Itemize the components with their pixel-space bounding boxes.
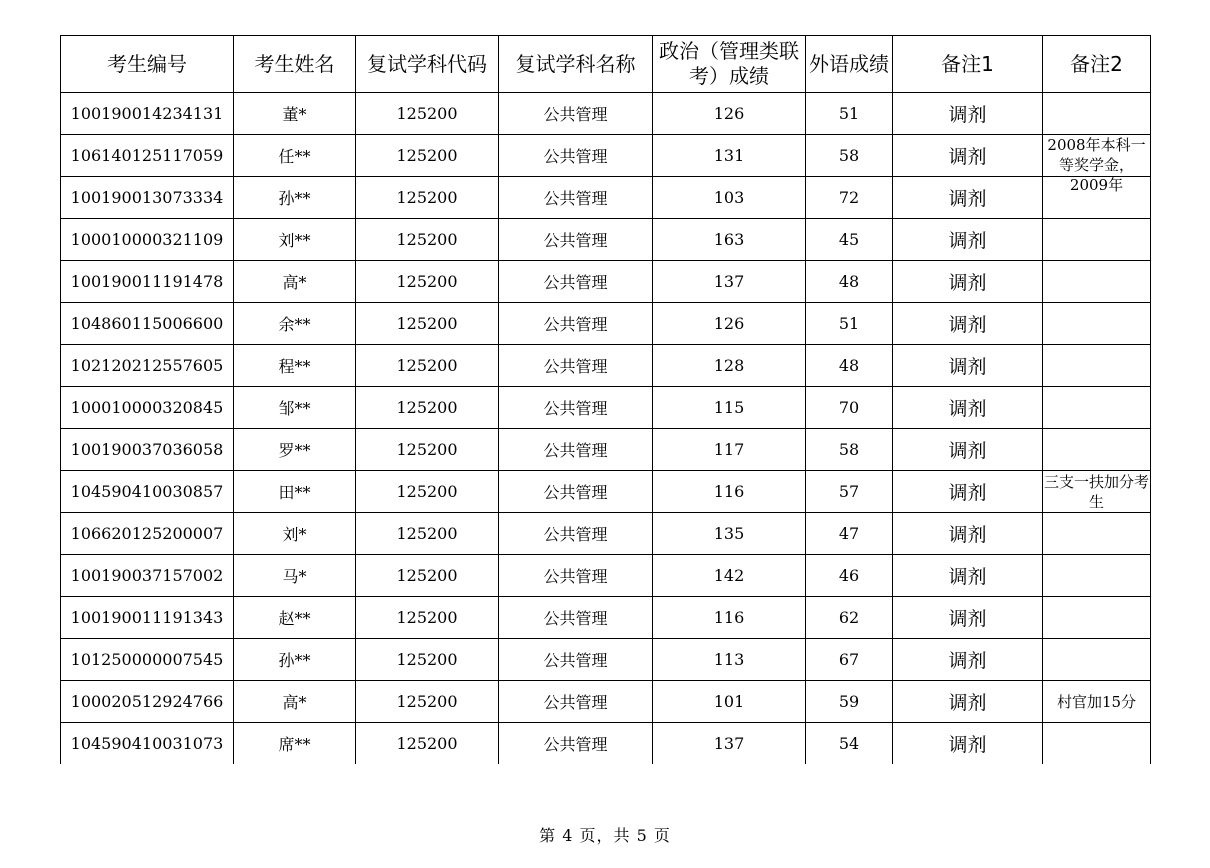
cell-language-score: 48 bbox=[806, 261, 893, 303]
cell-note1: 调剂 bbox=[893, 303, 1043, 345]
table-row bbox=[61, 177, 1151, 219]
cell-candidate-name: 刘* bbox=[234, 513, 356, 555]
cell-candidate-id: 100010000320845 bbox=[61, 387, 234, 429]
cell-subject-name: 公共管理 bbox=[499, 261, 653, 303]
cell-candidate-id: 106620125200007 bbox=[61, 513, 234, 555]
candidate-table bbox=[60, 35, 1151, 764]
cell-politics-score: 142 bbox=[653, 555, 806, 597]
cell-subject-name: 公共管理 bbox=[499, 429, 653, 471]
table-row bbox=[61, 345, 1151, 387]
cell-subject-name: 公共管理 bbox=[499, 345, 653, 387]
cell-subject-name: 公共管理 bbox=[499, 177, 653, 219]
table-row bbox=[61, 303, 1151, 345]
cell-note1: 调剂 bbox=[893, 261, 1043, 303]
cell-note2 bbox=[1043, 639, 1151, 681]
cell-candidate-name: 程** bbox=[234, 345, 356, 387]
footer-page-number: 4 bbox=[562, 826, 574, 845]
cell-subject-name: 公共管理 bbox=[499, 93, 653, 135]
cell-candidate-id: 100190037036058 bbox=[61, 429, 234, 471]
cell-subject-code: 125200 bbox=[356, 597, 499, 639]
table-row bbox=[61, 597, 1151, 639]
cell-subject-code: 125200 bbox=[356, 555, 499, 597]
cell-candidate-name: 罗** bbox=[234, 429, 356, 471]
cell-politics-score: 126 bbox=[653, 303, 806, 345]
cell-language-score: 51 bbox=[806, 303, 893, 345]
cell-language-score: 70 bbox=[806, 387, 893, 429]
cell-candidate-id: 102120212557605 bbox=[61, 345, 234, 387]
cell-subject-code: 125200 bbox=[356, 303, 499, 345]
table-row bbox=[61, 471, 1151, 513]
header-subject-name: 复试学科名称 bbox=[499, 36, 653, 93]
note2-text: 三支一扶加分考生 bbox=[1043, 472, 1149, 511]
table-row bbox=[61, 555, 1151, 597]
cell-candidate-id: 104860115006600 bbox=[61, 303, 234, 345]
cell-subject-code: 125200 bbox=[356, 429, 499, 471]
cell-subject-code: 125200 bbox=[356, 345, 499, 387]
cell-subject-name: 公共管理 bbox=[499, 681, 653, 723]
cell-politics-score: 101 bbox=[653, 681, 806, 723]
cell-note1: 调剂 bbox=[893, 429, 1043, 471]
cell-subject-code: 125200 bbox=[356, 219, 499, 261]
cell-politics-score: 128 bbox=[653, 345, 806, 387]
cell-note1: 调剂 bbox=[893, 723, 1043, 765]
table-row bbox=[61, 513, 1151, 555]
cell-note1: 调剂 bbox=[893, 219, 1043, 261]
footer-total-pages: 5 bbox=[636, 826, 648, 845]
cell-note2 bbox=[1043, 513, 1151, 555]
cell-language-score: 72 bbox=[806, 177, 893, 219]
page-footer bbox=[0, 823, 1210, 846]
cell-subject-code: 125200 bbox=[356, 723, 499, 765]
cell-subject-name: 公共管理 bbox=[499, 597, 653, 639]
cell-note2 bbox=[1043, 93, 1151, 135]
cell-candidate-name: 邹** bbox=[234, 387, 356, 429]
cell-language-score: 58 bbox=[806, 429, 893, 471]
cell-language-score: 67 bbox=[806, 639, 893, 681]
cell-candidate-id: 100010000321109 bbox=[61, 219, 234, 261]
cell-subject-code: 125200 bbox=[356, 177, 499, 219]
cell-note2 bbox=[1043, 261, 1151, 303]
table-row bbox=[61, 219, 1151, 261]
cell-language-score: 54 bbox=[806, 723, 893, 765]
cell-language-score: 57 bbox=[806, 471, 893, 513]
cell-note2 bbox=[1043, 345, 1151, 387]
cell-subject-code: 125200 bbox=[356, 387, 499, 429]
cell-candidate-id: 100190011191343 bbox=[61, 597, 234, 639]
cell-politics-score: 135 bbox=[653, 513, 806, 555]
cell-subject-name: 公共管理 bbox=[499, 219, 653, 261]
cell-politics-score: 131 bbox=[653, 135, 806, 177]
cell-candidate-id: 100190011191478 bbox=[61, 261, 234, 303]
cell-candidate-name: 任** bbox=[234, 135, 356, 177]
cell-note1: 调剂 bbox=[893, 345, 1043, 387]
cell-subject-name: 公共管理 bbox=[499, 303, 653, 345]
table-row bbox=[61, 723, 1151, 765]
cell-note2 bbox=[1043, 597, 1151, 639]
cell-note1: 调剂 bbox=[893, 513, 1043, 555]
header-note2: 备注2 bbox=[1043, 36, 1151, 93]
cell-note2 bbox=[1043, 723, 1151, 765]
cell-note1: 调剂 bbox=[893, 555, 1043, 597]
cell-note2 bbox=[1043, 303, 1151, 345]
cell-note1: 调剂 bbox=[893, 597, 1043, 639]
cell-language-score: 46 bbox=[806, 555, 893, 597]
footer-prefix: 第 bbox=[539, 826, 557, 845]
cell-candidate-name: 席** bbox=[234, 723, 356, 765]
cell-note1: 调剂 bbox=[893, 681, 1043, 723]
cell-note1: 调剂 bbox=[893, 177, 1043, 219]
cell-candidate-name: 孙** bbox=[234, 177, 356, 219]
cell-subject-code: 125200 bbox=[356, 261, 499, 303]
cell-language-score: 48 bbox=[806, 345, 893, 387]
cell-candidate-name: 马* bbox=[234, 555, 356, 597]
cell-candidate-name: 高* bbox=[234, 681, 356, 723]
cell-language-score: 51 bbox=[806, 93, 893, 135]
cell-candidate-id: 100020512924766 bbox=[61, 681, 234, 723]
cell-candidate-id: 106140125117059 bbox=[61, 135, 234, 177]
cell-politics-score: 126 bbox=[653, 93, 806, 135]
cell-note1: 调剂 bbox=[893, 471, 1043, 513]
footer-middle: 页，共 bbox=[579, 826, 631, 845]
cell-language-score: 45 bbox=[806, 219, 893, 261]
header-politics-score: 政治（管理类联考）成绩 bbox=[653, 36, 806, 93]
cell-subject-code: 125200 bbox=[356, 639, 499, 681]
cell-subject-name: 公共管理 bbox=[499, 555, 653, 597]
cell-note1: 调剂 bbox=[893, 639, 1043, 681]
cell-candidate-name: 孙** bbox=[234, 639, 356, 681]
table-row bbox=[61, 429, 1151, 471]
cell-subject-code: 125200 bbox=[356, 681, 499, 723]
header-candidate-name: 考生姓名 bbox=[234, 36, 356, 93]
header-note1: 备注1 bbox=[893, 36, 1043, 93]
header-language-score: 外语成绩 bbox=[806, 36, 893, 93]
cell-note2 bbox=[1043, 555, 1151, 597]
cell-language-score: 47 bbox=[806, 513, 893, 555]
cell-politics-score: 137 bbox=[653, 723, 806, 765]
table-row bbox=[61, 93, 1151, 135]
cell-candidate-id: 100190037157002 bbox=[61, 555, 234, 597]
cell-candidate-name: 田** bbox=[234, 471, 356, 513]
cell-politics-score: 116 bbox=[653, 597, 806, 639]
cell-note1: 调剂 bbox=[893, 135, 1043, 177]
cell-politics-score: 103 bbox=[653, 177, 806, 219]
table-row bbox=[61, 261, 1151, 303]
cell-candidate-id: 104590410031073 bbox=[61, 723, 234, 765]
cell-subject-code: 125200 bbox=[356, 135, 499, 177]
header-candidate-id: 考生编号 bbox=[61, 36, 234, 93]
cell-candidate-id: 104590410030857 bbox=[61, 471, 234, 513]
cell-note1: 调剂 bbox=[893, 387, 1043, 429]
cell-language-score: 58 bbox=[806, 135, 893, 177]
cell-subject-name: 公共管理 bbox=[499, 723, 653, 765]
cell-politics-score: 117 bbox=[653, 429, 806, 471]
cell-note2 bbox=[1043, 219, 1151, 261]
cell-politics-score: 137 bbox=[653, 261, 806, 303]
footer-suffix: 页 bbox=[653, 826, 671, 845]
cell-subject-name: 公共管理 bbox=[499, 471, 653, 513]
cell-note2 bbox=[1043, 471, 1151, 513]
cell-subject-code: 125200 bbox=[356, 471, 499, 513]
table-row bbox=[61, 387, 1151, 429]
cell-subject-name: 公共管理 bbox=[499, 135, 653, 177]
table-row bbox=[61, 639, 1151, 681]
cell-language-score: 59 bbox=[806, 681, 893, 723]
cell-candidate-id: 101250000007545 bbox=[61, 639, 234, 681]
note2-text: 村官加15分 bbox=[1056, 692, 1137, 711]
cell-subject-name: 公共管理 bbox=[499, 387, 653, 429]
cell-candidate-name: 董* bbox=[234, 93, 356, 135]
cell-politics-score: 116 bbox=[653, 471, 806, 513]
cell-politics-score: 113 bbox=[653, 639, 806, 681]
cell-subject-name: 公共管理 bbox=[499, 513, 653, 555]
cell-note2 bbox=[1043, 681, 1151, 723]
table-row bbox=[61, 135, 1151, 177]
cell-candidate-name: 赵** bbox=[234, 597, 356, 639]
cell-politics-score: 163 bbox=[653, 219, 806, 261]
cell-language-score: 62 bbox=[806, 597, 893, 639]
cell-note1: 调剂 bbox=[893, 93, 1043, 135]
cell-note2 bbox=[1043, 387, 1151, 429]
cell-subject-code: 125200 bbox=[356, 93, 499, 135]
cell-note2 bbox=[1043, 429, 1151, 471]
note2-text: 2008年本科一等奖学金，2009年 bbox=[1047, 136, 1146, 194]
table-row bbox=[61, 681, 1151, 723]
cell-candidate-name: 余** bbox=[234, 303, 356, 345]
cell-candidate-id: 100190013073334 bbox=[61, 177, 234, 219]
cell-subject-name: 公共管理 bbox=[499, 639, 653, 681]
cell-politics-score: 115 bbox=[653, 387, 806, 429]
cell-note2 bbox=[1043, 135, 1151, 194]
cell-candidate-name: 刘** bbox=[234, 219, 356, 261]
cell-subject-code: 125200 bbox=[356, 513, 499, 555]
header-subject-code: 复试学科代码 bbox=[356, 36, 499, 93]
cell-candidate-id: 100190014234131 bbox=[61, 93, 234, 135]
cell-candidate-name: 高* bbox=[234, 261, 356, 303]
header-row bbox=[61, 36, 1151, 93]
